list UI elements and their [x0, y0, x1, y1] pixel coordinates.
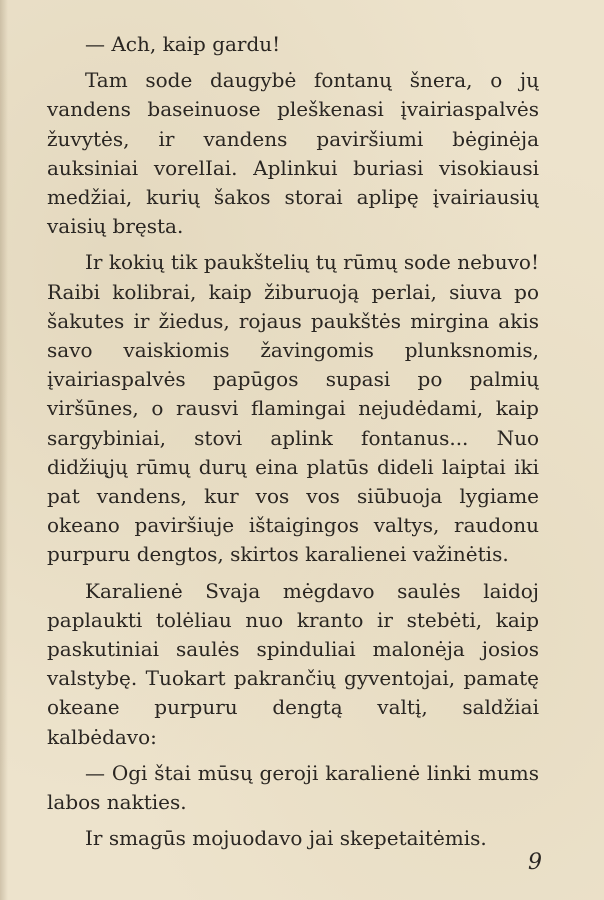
- paragraph-1: — Ach, kaip gardu!: [85, 32, 281, 56]
- paragraph-6: Ir smagūs mojuodavo jai skepetaitėmis.: [85, 826, 487, 851]
- paragraph-2: Tam sode daugybė fontanų šnera, o jų vandens baseinuose pleškenasi įvairiaspalvės žuvytės, ir vandens paviršiumi bėginėja auksiniai vorelIai. Aplinkui buriasi visokiausi medžiai, kurių šakos storai aplipę įvairiausių vaisių bręsta.: [47, 68, 539, 239]
- body-text: [47, 30, 539, 860]
- paragraph-3: Ir kokių tik paukštelių tų rūmų sode nebuvo! Raibi kolibrai, kaip žiburuoją perlai, siuva po šakutes ir žiedus, rojaus paukštės mirgina akis savo vaiskiomis žavingomis plunksnomis, įvairiaspalvės papūgos supasi po palmių viršūnes, o rausvi flamingai nejudėdami, kaip sargybiniai, stovi aplink fontanus... Nuo didžiųjų rūmų durų eina platūs dideli laiptai iki pat vandens, kur vos vos siūbuoja lygiame okeano paviršiuje ištaigingos valtys, raudonu purpuru dengtos, skirtos karalienei važinėtis.: [47, 250, 539, 567]
- paragraph-4: Karalienė Svaja mėgdavo saulės laidoj paplaukti tolėliau nuo kranto ir stebėti, kaip paskutiniai saulės spinduliai malonėja josios valstybę. Tuokart pakrančių gyventojai, pamatę okeane purpuru dengtą valtį, saldžiai kalbėdavo:: [47, 578, 539, 749]
- paragraph-5: — Ogi štai mūsų geroji karalienė linki mums labos nakties.: [47, 760, 539, 815]
- page-number: 9: [528, 850, 542, 875]
- page-edge-shadow: [0, 0, 8, 900]
